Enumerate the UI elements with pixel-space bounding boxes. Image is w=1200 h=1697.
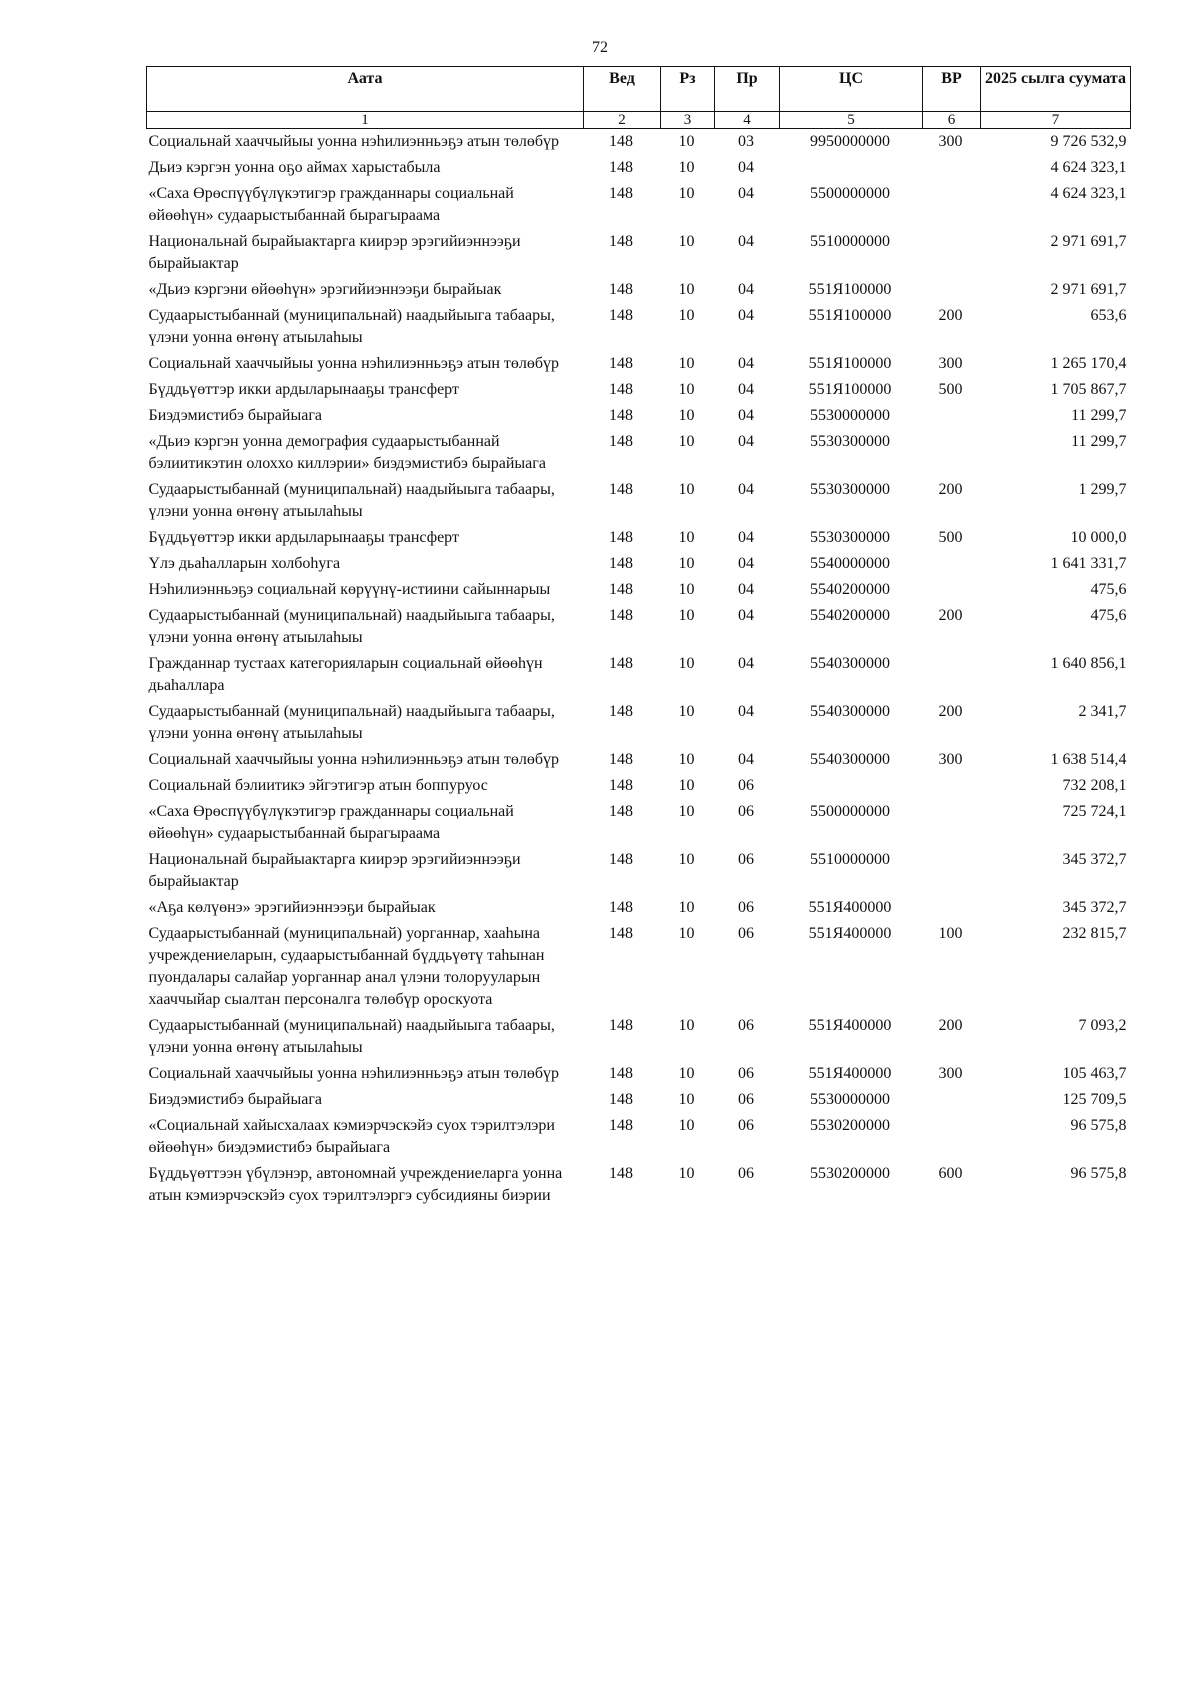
row-rz: 10 [678, 381, 695, 398]
row-cs: 5540200000 [810, 607, 890, 624]
table-row [147, 477, 1131, 525]
table-row [147, 229, 1131, 277]
row-pr: 04 [738, 433, 754, 450]
row-cs: 551Я100000 [808, 281, 892, 298]
row-vr [923, 403, 981, 429]
row-vr: 100 [938, 925, 963, 942]
row-name: «Дьиэ кэргэн уонна демография судаарыстыбаннай бэлиитикэтин олоххо киллэрии» биэдэмистибэ бырайыага [148, 433, 546, 472]
row-pr: 06 [738, 1165, 754, 1182]
row-rz: 10 [678, 899, 695, 916]
row-pr: 06 [738, 803, 754, 820]
table-row [147, 277, 1131, 303]
row-cs: 5540300000 [810, 655, 890, 672]
row-ved: 148 [609, 133, 633, 150]
column-number: 5 [780, 112, 923, 129]
row-vr: 200 [938, 307, 963, 324]
row-sum: 7 093,2 [1078, 1017, 1127, 1034]
table-row [147, 577, 1131, 603]
table-row [147, 847, 1131, 895]
row-vr [923, 1113, 981, 1161]
row-cs: 551Я100000 [808, 381, 892, 398]
table-row [147, 377, 1131, 403]
row-pr: 04 [738, 159, 754, 176]
row-cs: 551Я400000 [808, 899, 892, 916]
row-sum: 1 265 170,4 [1050, 355, 1127, 372]
row-pr: 04 [738, 655, 754, 672]
row-sum: 1 299,7 [1078, 481, 1127, 498]
row-pr: 06 [738, 851, 754, 868]
row-name: «Аҕа көлүөнэ» эрэгийиэннээҕи бырайыак [148, 899, 436, 916]
row-sum: 1 640 856,1 [1050, 655, 1127, 672]
row-vr: 300 [938, 751, 963, 768]
row-rz: 10 [678, 1017, 695, 1034]
row-rz: 10 [678, 703, 695, 720]
row-ved: 148 [609, 581, 633, 598]
table-row [147, 551, 1131, 577]
row-cs: 5500000000 [810, 803, 890, 820]
row-sum: 345 372,7 [1062, 899, 1127, 916]
row-cs: 551Я100000 [808, 355, 892, 372]
column-number: 4 [715, 112, 780, 129]
row-vr [923, 847, 981, 895]
row-sum: 11 299,7 [1071, 433, 1127, 450]
row-ved: 148 [609, 1165, 633, 1182]
row-ved: 148 [609, 607, 633, 624]
row-pr: 06 [738, 899, 754, 916]
table-row [147, 129, 1131, 156]
row-sum: 96 575,8 [1070, 1165, 1127, 1182]
row-vr [923, 799, 981, 847]
table-row [147, 1113, 1131, 1161]
row-ved: 148 [609, 433, 633, 450]
row-ved: 148 [609, 355, 633, 372]
row-cs: 5540000000 [810, 555, 890, 572]
row-ved: 148 [609, 555, 633, 572]
row-pr: 04 [738, 555, 754, 572]
row-pr: 04 [738, 381, 754, 398]
row-sum: 345 372,7 [1062, 851, 1127, 868]
row-cs: 5510000000 [810, 851, 890, 868]
row-pr: 06 [738, 777, 754, 794]
row-vr [923, 773, 981, 799]
row-ved: 148 [609, 529, 633, 546]
row-vr: 500 [938, 529, 963, 546]
row-cs: 5540300000 [810, 751, 890, 768]
row-rz: 10 [678, 281, 695, 298]
table-body [147, 129, 1131, 1210]
row-ved: 148 [609, 803, 633, 820]
row-sum: 4 624 323,1 [1050, 159, 1127, 176]
row-name: Биэдэмистибэ бырайыага [148, 407, 322, 424]
row-rz: 10 [678, 355, 695, 372]
row-pr: 04 [738, 355, 754, 372]
row-rz: 10 [678, 185, 695, 202]
col-header-cs: ЦС [780, 67, 923, 112]
row-vr [923, 429, 981, 477]
row-name: Гражданнар тустаах категорияларын социальнай өйөөһүн дьаһаллара [148, 655, 543, 694]
table-row [147, 303, 1131, 351]
row-name: Биэдэмистибэ бырайыага [148, 1091, 322, 1108]
row-vr [923, 229, 981, 277]
table-row [147, 799, 1131, 847]
row-ved: 148 [609, 233, 633, 250]
row-sum: 2 971 691,7 [1050, 281, 1127, 298]
row-pr: 06 [738, 925, 754, 942]
row-name: Үлэ дьаһалларын холбоһуга [148, 555, 341, 572]
row-cs: 5530000000 [810, 1091, 890, 1108]
row-rz: 10 [678, 407, 695, 424]
row-pr: 04 [738, 581, 754, 598]
row-rz: 10 [678, 555, 695, 572]
row-name: Национальнай бырайыактарга киирэр эрэгийиэннээҕи бырайыактар [148, 233, 521, 272]
col-header-pr: Пр [715, 67, 780, 112]
row-pr: 04 [738, 703, 754, 720]
table-row [147, 429, 1131, 477]
row-name: Судаарыстыбаннай (муниципальнай) наадыйыыга табаары, үлэни уонна өҥөнү атыылаһыы [148, 1017, 555, 1056]
row-vr: 300 [938, 355, 963, 372]
col-header-rz: Рз [661, 67, 715, 112]
row-ved: 148 [609, 185, 633, 202]
table-row [147, 747, 1131, 773]
row-cs: 5500000000 [810, 185, 890, 202]
row-rz: 10 [678, 925, 695, 942]
row-rz: 10 [678, 1165, 695, 1182]
row-cs: 5530300000 [810, 433, 890, 450]
row-pr: 04 [738, 607, 754, 624]
table-row [147, 1087, 1131, 1113]
row-sum: 725 724,1 [1062, 803, 1127, 820]
row-vr: 300 [938, 133, 963, 150]
row-vr [923, 277, 981, 303]
row-pr: 04 [738, 529, 754, 546]
row-pr: 06 [738, 1065, 754, 1082]
row-sum: 11 299,7 [1071, 407, 1127, 424]
row-cs: 5530300000 [810, 481, 890, 498]
row-rz: 10 [678, 1117, 695, 1134]
row-pr: 04 [738, 281, 754, 298]
row-cs: 5530000000 [810, 407, 890, 424]
row-name: «Дьиэ кэргэни өйөөһүн» эрэгийиэннээҕи бырайыак [148, 281, 502, 298]
row-cs: 551Я100000 [808, 307, 892, 324]
table-row [147, 921, 1131, 1013]
row-cs: 5530300000 [810, 529, 890, 546]
row-rz: 10 [678, 233, 695, 250]
row-cs [780, 773, 923, 799]
row-ved: 148 [609, 899, 633, 916]
row-sum: 1 638 514,4 [1050, 751, 1127, 768]
table-row [147, 155, 1131, 181]
row-rz: 10 [678, 803, 695, 820]
row-rz: 10 [678, 777, 695, 794]
row-sum: 125 709,5 [1062, 1091, 1127, 1108]
row-sum: 475,6 [1090, 581, 1127, 598]
row-vr: 200 [938, 481, 963, 498]
row-rz: 10 [678, 133, 695, 150]
row-rz: 10 [678, 607, 695, 624]
row-ved: 148 [609, 703, 633, 720]
row-pr: 06 [738, 1091, 754, 1108]
row-sum: 653,6 [1090, 307, 1127, 324]
row-rz: 10 [678, 159, 695, 176]
row-ved: 148 [609, 1065, 633, 1082]
row-cs: 551Я400000 [808, 1017, 892, 1034]
column-number: 3 [661, 112, 715, 129]
row-pr: 03 [738, 133, 754, 150]
header-row [147, 67, 1131, 112]
row-vr [923, 155, 981, 181]
table-row [147, 181, 1131, 229]
col-header-vr: ВР [923, 67, 981, 112]
row-ved: 148 [609, 1117, 633, 1134]
row-cs: 5540300000 [810, 703, 890, 720]
table-row [147, 1013, 1131, 1061]
table-row [147, 351, 1131, 377]
row-sum: 232 815,7 [1062, 925, 1127, 942]
row-ved: 148 [609, 381, 633, 398]
row-rz: 10 [678, 481, 695, 498]
row-name: «Саха Өрөспүүбүлүкэтигэр гражданнары социальнай өйөөһүн» судаарыстыбаннай бырагыраама [148, 185, 514, 224]
row-name: Бүддьүөттэр икки ардыларынааҕы трансферт [148, 381, 459, 398]
row-name: Судаарыстыбаннай (муниципальнай) наадыйыыга табаары, үлэни уонна өҥөнү атыылаһыы [148, 481, 555, 520]
row-sum: 732 208,1 [1062, 777, 1127, 794]
row-ved: 148 [609, 655, 633, 672]
row-rz: 10 [678, 655, 695, 672]
table-row [147, 699, 1131, 747]
row-sum: 105 463,7 [1062, 1065, 1127, 1082]
row-vr [923, 1087, 981, 1113]
row-ved: 148 [609, 307, 633, 324]
row-pr: 04 [738, 481, 754, 498]
row-pr: 04 [738, 233, 754, 250]
row-ved: 148 [609, 481, 633, 498]
row-rz: 10 [678, 851, 695, 868]
row-ved: 148 [609, 925, 633, 942]
row-sum: 10 000,0 [1070, 529, 1127, 546]
row-ved: 148 [609, 1091, 633, 1108]
row-rz: 10 [678, 307, 695, 324]
row-name: Бүддьүөттээн үбүлэнэр, автономнай учреждениеларга уонна атын кэмиэрчэскэйэ суох тэрилтэлэргэ субсидияны биэрии [148, 1165, 563, 1204]
table-row [147, 1161, 1131, 1209]
row-sum: 1 705 867,7 [1050, 381, 1127, 398]
row-sum: 9 726 532,9 [1050, 133, 1127, 150]
row-sum: 2 971 691,7 [1050, 233, 1127, 250]
column-number: 2 [584, 112, 661, 129]
row-rz: 10 [678, 433, 695, 450]
row-rz: 10 [678, 529, 695, 546]
column-number-row [147, 112, 1131, 129]
row-pr: 04 [738, 751, 754, 768]
row-vr [923, 895, 981, 921]
row-sum: 4 624 323,1 [1050, 185, 1127, 202]
row-name: «Саха Өрөспүүбүлүкэтигэр гражданнары социальнай өйөөһүн» судаарыстыбаннай бырагыраама [148, 803, 514, 842]
row-vr: 200 [938, 607, 963, 624]
row-name: Национальнай бырайыактарга киирэр эрэгийиэннээҕи бырайыактар [148, 851, 521, 890]
row-rz: 10 [678, 1065, 695, 1082]
row-sum: 96 575,8 [1070, 1117, 1127, 1134]
row-vr: 600 [938, 1165, 963, 1182]
row-cs: 9950000000 [810, 133, 890, 150]
row-name: Социальнай хааччыйыы уонна нэһилиэнньэҕэ атын төлөбүр [148, 1065, 560, 1082]
row-name: Социальнай хааччыйыы уонна нэһилиэнньэҕэ атын төлөбүр [148, 355, 560, 372]
col-header-name: Аата [147, 67, 584, 112]
table-row [147, 525, 1131, 551]
table-row [147, 895, 1131, 921]
row-cs [780, 155, 923, 181]
row-name: Социальнай бэлиитикэ эйгэтигэр атын боппуруос [148, 777, 488, 794]
row-vr [923, 181, 981, 229]
row-vr [923, 577, 981, 603]
row-name: Социальнай хааччыйыы уонна нэһилиэнньэҕэ атын төлөбүр [148, 751, 560, 768]
row-sum: 1 641 331,7 [1050, 555, 1127, 572]
page-number: 72 [592, 39, 608, 56]
row-pr: 06 [738, 1117, 754, 1134]
column-number: 6 [923, 112, 981, 129]
row-ved: 148 [609, 777, 633, 794]
row-ved: 148 [609, 851, 633, 868]
row-vr [923, 651, 981, 699]
column-number: 1 [147, 112, 584, 129]
table-row [147, 403, 1131, 429]
row-ved: 148 [609, 281, 633, 298]
row-rz: 10 [678, 1091, 695, 1108]
row-pr: 04 [738, 407, 754, 424]
row-cs: 5510000000 [810, 233, 890, 250]
row-sum: 2 341,7 [1078, 703, 1127, 720]
row-name: Социальнай хааччыйыы уонна нэһилиэнньэҕэ атын төлөбүр [148, 133, 560, 150]
row-pr: 04 [738, 185, 754, 202]
row-cs: 551Я400000 [808, 1065, 892, 1082]
row-cs: 551Я400000 [808, 925, 892, 942]
row-ved: 148 [609, 1017, 633, 1034]
row-name: Судаарыстыбаннай (муниципальнай) наадыйыыга табаары, үлэни уонна өҥөнү атыылаһыы [148, 607, 555, 646]
table-row [147, 651, 1131, 699]
col-header-ved: Вед [584, 67, 661, 112]
row-cs: 5530200000 [810, 1117, 890, 1134]
row-pr: 06 [738, 1017, 754, 1034]
row-ved: 148 [609, 407, 633, 424]
row-name: Бүддьүөттэр икки ардыларынааҕы трансферт [148, 529, 459, 546]
row-vr: 200 [938, 1017, 963, 1034]
table-row [147, 1061, 1131, 1087]
budget-table [146, 66, 1131, 1209]
row-vr [923, 551, 981, 577]
row-ved: 148 [609, 159, 633, 176]
row-vr: 300 [938, 1065, 963, 1082]
row-pr: 04 [738, 307, 754, 324]
row-name: Судаарыстыбаннай (муниципальнай) наадыйыыга табаары, үлэни уонна өҥөнү атыылаһыы [148, 307, 555, 346]
row-cs: 5540200000 [810, 581, 890, 598]
row-name: Судаарыстыбаннай (муниципальнай) наадыйыыга табаары, үлэни уонна өҥөнү атыылаһыы [148, 703, 555, 742]
row-name: Дьиэ кэргэн уонна оҕо аймах харыстабыла [148, 159, 441, 176]
row-name: Судаарыстыбаннай (муниципальнай) уорганнар, хааһына учреждениеларын, судаарыстыбаннай бүддьүөтү таһынан пуондалары салайар уорганнар анал үлэни толорууларын хааччыйар сыалтан персоналга төлөбүр ороскуота [148, 925, 545, 1008]
row-sum: 475,6 [1090, 607, 1127, 624]
row-vr: 500 [938, 381, 963, 398]
row-vr: 200 [938, 703, 963, 720]
table-row [147, 773, 1131, 799]
column-number: 7 [981, 112, 1131, 129]
col-header-sum: 2025 сылга суумата [981, 67, 1131, 112]
row-cs: 5530200000 [810, 1165, 890, 1182]
row-ved: 148 [609, 751, 633, 768]
row-rz: 10 [678, 751, 695, 768]
row-rz: 10 [678, 581, 695, 598]
row-name: Нэһилиэнньэҕэ социальнай көрүүнү-истиини сайыннарыы [148, 581, 551, 598]
table-row [147, 603, 1131, 651]
row-name: «Социальнай хайысхалаах кэмиэрчэскэйэ суох тэрилтэлэри өйөөһүн» биэдэмистибэ бырайыага [148, 1117, 555, 1156]
